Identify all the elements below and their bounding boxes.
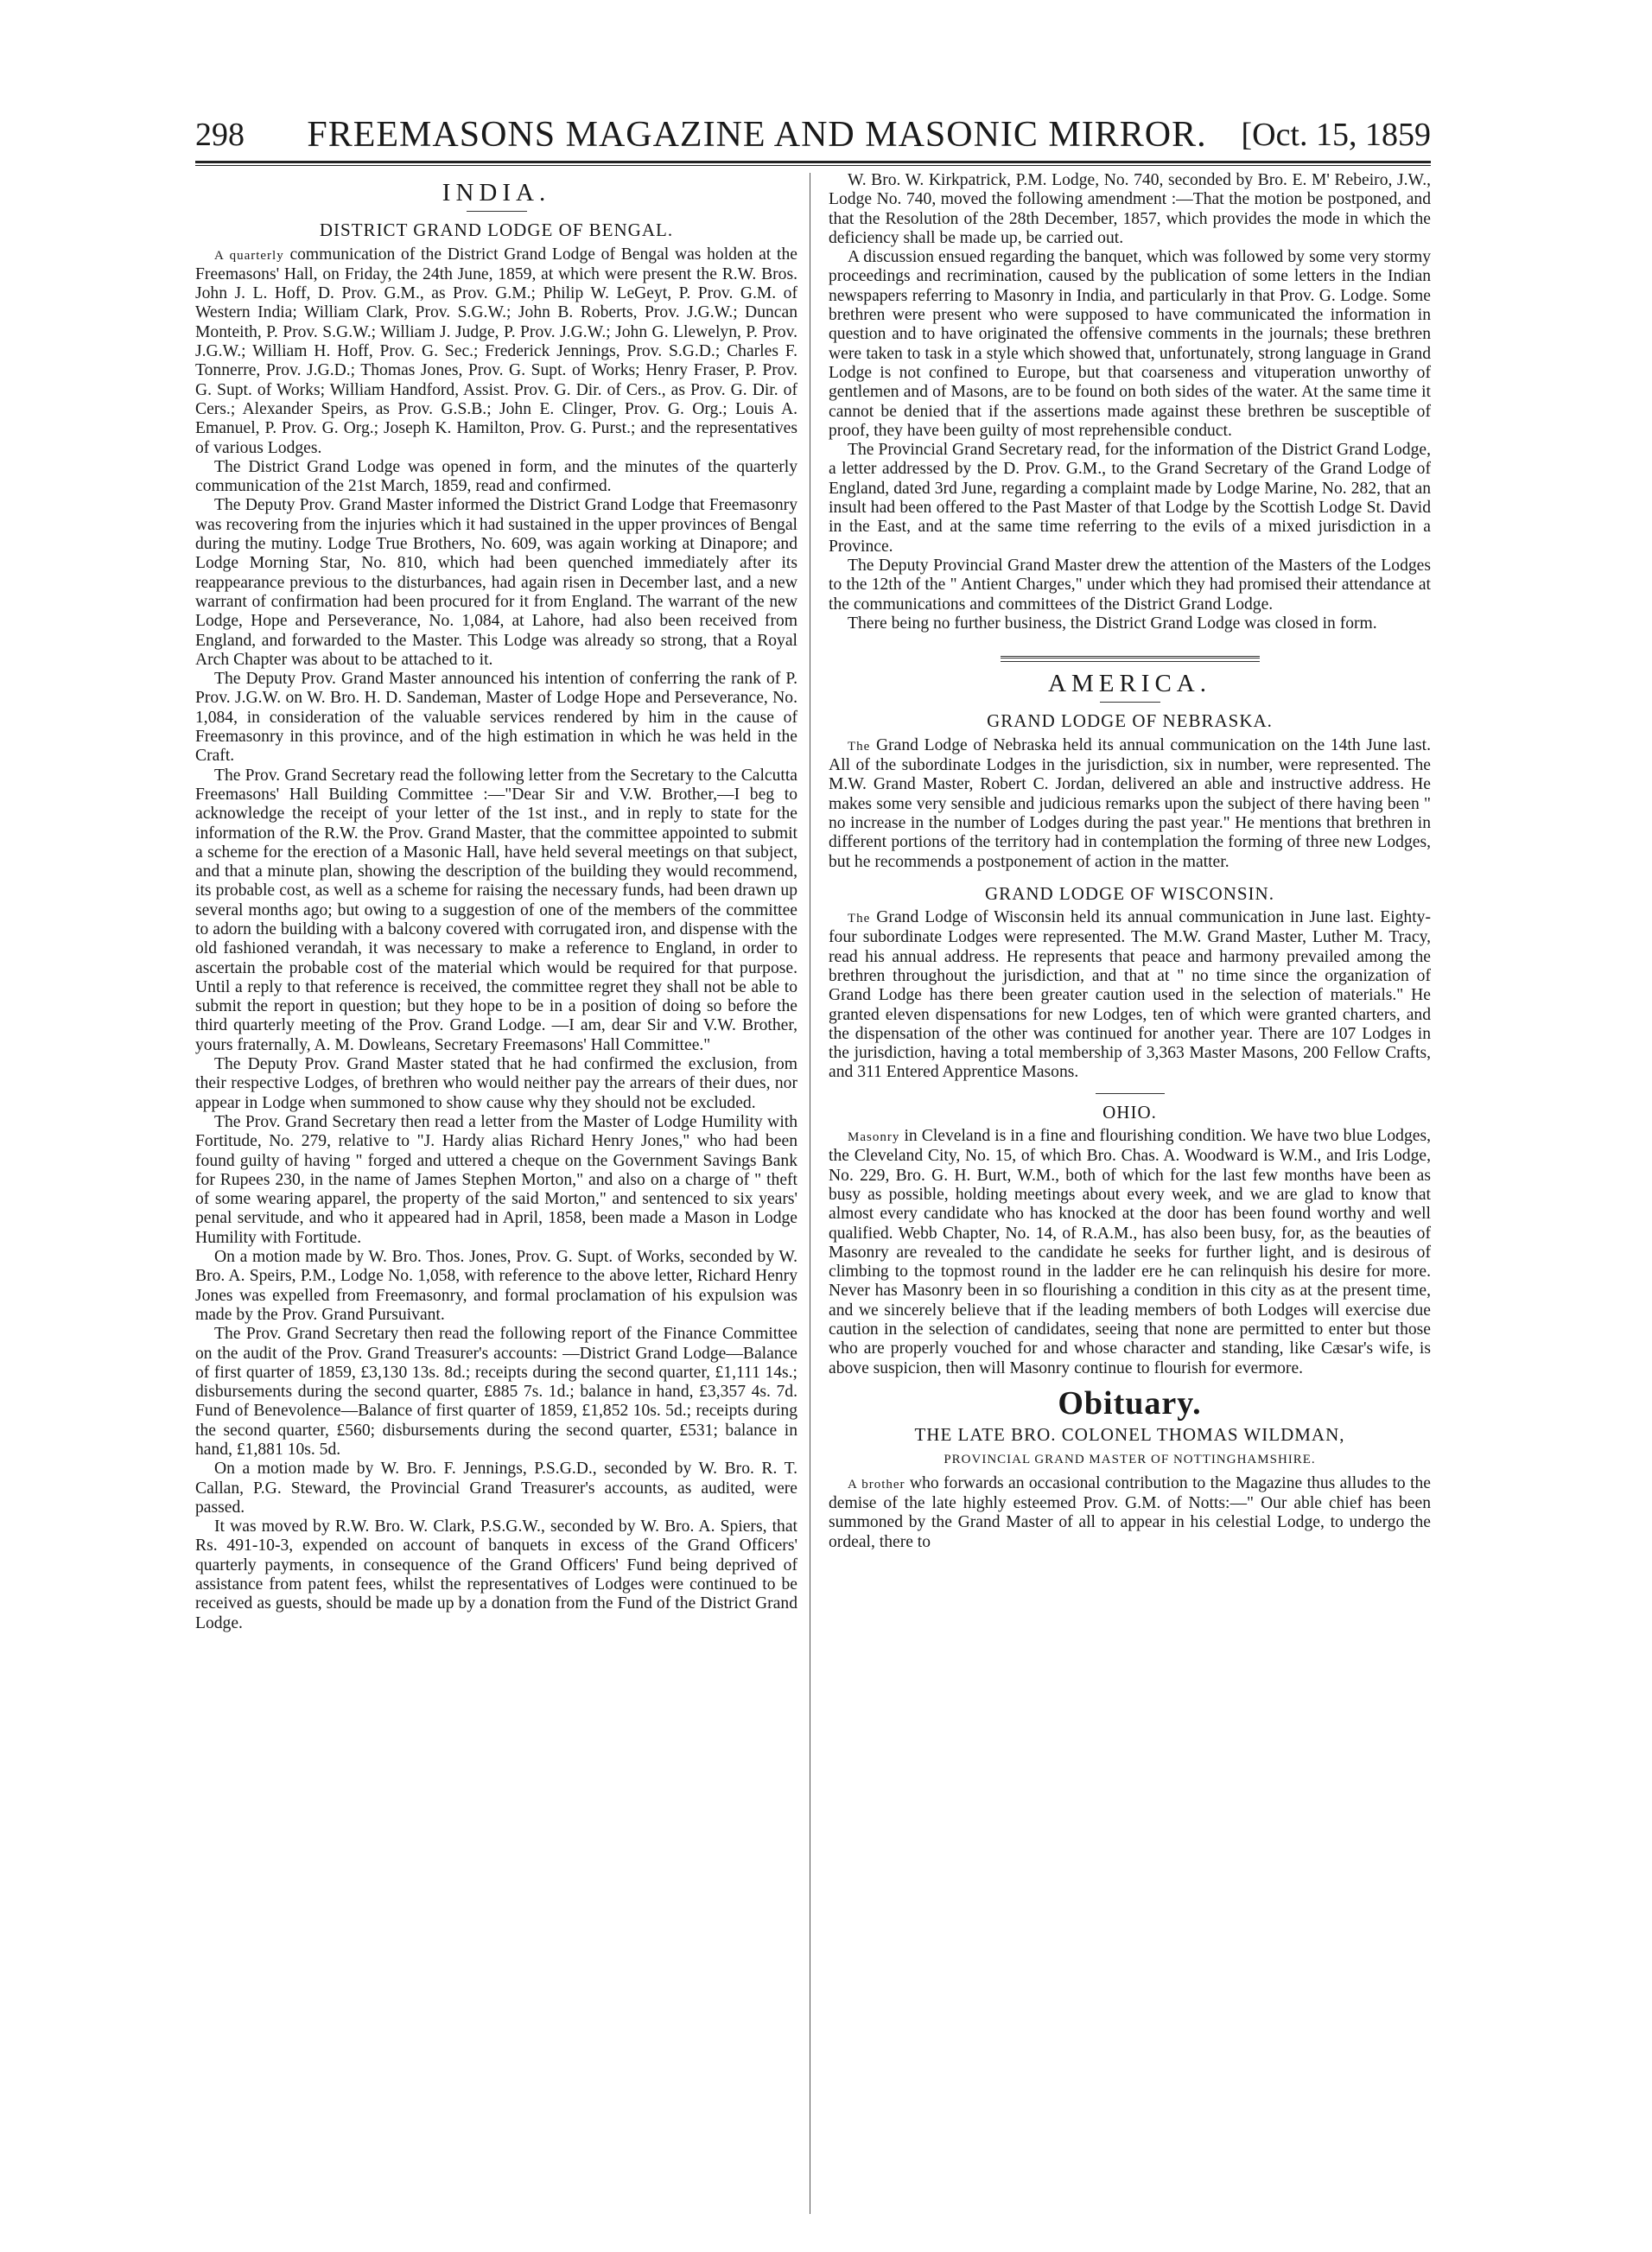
right-column (829, 171, 1431, 1552)
paragraph: The Prov. Grand Secretary then read a letter from the Master of Lodge Humility with Fortitude, No. 279, relative to "J. Hardy alias Richard Henry Jones," who had been found guilty of having " forged and uttered a cheque on the Government Savings Bank for Rupees 230, in the name of James Stephen Morton," and also on a charge of " theft of some wearing apparel, the property of the said Morton," and sentenced to six years' penal servitude, and who it appeared had in April, 1858, been made a Mason in Lodge Humility with Fortitude. (195, 1112, 797, 1247)
lead-word: The (848, 739, 871, 754)
paragraph: On a motion made by W. Bro. F. Jennings, P.S.G.D., seconded by W. Bro. R. T. Callan, P.G. Steward, the Provincial Grand Treasurer's accounts, as audited, were passed. (195, 1460, 797, 1517)
page-number: 298 (195, 117, 245, 153)
section-title-america: AMERICA. (1048, 670, 1211, 698)
paragraph-text: communication of the District Grand Lodge of Bengal was holden at the Freemasons' Hall, on Friday, the 24th June, 1859, at which were present the R.W. Bros. John J. L. Hoff, D. Prov. G.M., as Prov. G.M.; Philip W. LeGeyt, P. Prov. G.M. of Western India; William Clark, Prov. S.G.W.; John B. Roberts, Prov. J.G.W.; Duncan Monteith, P. Prov. S.G.W.; William J. Judge, P. Prov. J.G.W.; John G. Llewelyn, P. Prov. J.G.W.; William H. Hoff, Prov. G. Sec.; Frederick Jennings, Prov. S.G.D.; Charles F. Tonnerre, Prov. J.G.D.; Thomas Jones, Prov. G. Supt. of Works; Henry Fraser, P. Prov. G. Supt. of Works; William Handford, Assist. Prov. G. Dir. of Cers., as Prov. G. Dir. of Cers.; Alexander Speirs, as Prov. G.S.B.; John E. Clinger, Prov. G. Org.; Louis A. Emanuel, P. Prov. G. Org.; Joseph K. Hamilton, Prov. G. Purst.; and the representatives of various Lodges. (195, 245, 797, 457)
obituary-subtitle: THE LATE BRO. COLONEL THOMAS WILDMAN, (914, 1424, 1345, 1446)
paragraph-text: who forwards an occasional contribution to the Magazine thus alludes to the demise of the late highly esteemed Prov. G.M. of Notts:—" Our able chief has been summoned by the Grand Master of all to appear in his celestial Lodge, to undergo the ordeal, there to (829, 1473, 1432, 1551)
section-title-india: INDIA. (442, 179, 551, 207)
ornamental-rule (1001, 656, 1260, 662)
header-rule (195, 161, 1431, 163)
subtitle-nebraska: GRAND LODGE OF NEBRASKA. (987, 710, 1273, 732)
paragraph: The Deputy Provincial Grand Master drew the attention of the Masters of the Lodges to the 12th of the " Antient Charges," under which they had promised their attendance at the communications and committees of the District Grand Lodge. (829, 556, 1431, 614)
paragraph: The Deputy Prov. Grand Master announced his intention of conferring the rank of P. Prov. J.G.W. on W. Bro. H. D. Sandeman, Master of Lodge Hope and Perseverance, No. 1,084, in consideration of the valuable services rendered by him in the cause of Freemasonry in this province, and of the high estimation in which he was held in the Craft. (195, 670, 797, 766)
title-rule (1100, 702, 1160, 703)
paragraph: The Deputy Prov. Grand Master informed the District Grand Lodge that Freemasonry was recovering from the injuries which it had sustained in the upper provinces of Bengal during the mutiny. Lodge True Brothers, No. 609, was again working at Dinapore; and Lodge Morning Star, No. 810, which had been quenched immediately after its reappearance previous to the disturbances, had again risen in December last, and a new warrant of confirmation had been procured for it from England. The warrant of the new Lodge, Hope and Perseverance, No. 1,084, at Lahore, had also been received from England, and forwarded to the Master. This Lodge was already so strong, that a Royal Arch Chapter was about to be attached to it. (195, 496, 797, 669)
subtitle-wisconsin: GRAND LODGE OF WISCONSIN. (985, 882, 1274, 904)
magazine-title: FREEMASONS MAGAZINE AND MASONIC MIRROR. (307, 115, 1207, 155)
paragraph: It was moved by R.W. Bro. W. Clark, P.S.G.W., seconded by W. Bro. A. Spiers, that Rs. 491-10-3, expended on account of banquets in excess of the Grand Officers' quarterly payments, in consequence of the Grand Officers' Fund being deprived of assistance from patent fees, whilst the representatives of Lodges were continued to be received as guests, should be made up by a donation from the Fund of the District Grand Lodge. (195, 1517, 797, 1632)
header-rule-thin (195, 165, 1431, 166)
paragraph: There being no further business, the District Grand Lodge was closed in form. (848, 614, 1377, 633)
lead-word: Masonry (848, 1130, 900, 1145)
obituary-subtitle-2: PROVINCIAL GRAND MASTER OF NOTTINGHAMSHIRE. (944, 1452, 1316, 1466)
paragraph: The Prov. Grand Secretary then read the following report of the Finance Committee on the audit of the Prov. Grand Treasurer's accounts: —District Grand Lodge—Balance of first quarter of 1859, £3,130 13s. 8d.; receipts during the second quarter, £1,111 14s.; disbursements during the second quarter, £885 7s. 1d.; balance in hand, £3,357 4s. 7d. Fund of Benevolence—Balance of first quarter of 1859, £1,852 10s. 5d.; receipts during the second quarter, £560; disbursements during the second quarter, £531; balance in hand, £1,881 10s. 5d. (195, 1325, 797, 1459)
paragraph (829, 736, 1431, 872)
lead-word: A brother (848, 1477, 905, 1492)
subtitle-bengal: DISTRICT GRAND LODGE OF BENGAL. (319, 219, 674, 241)
obituary-title: Obituary. (1058, 1384, 1202, 1422)
paragraph: The District Grand Lodge was opened in form, and the minutes of the quarterly communication of the 21st March, 1859, read and confirmed. (195, 457, 797, 496)
paragraph (195, 245, 797, 458)
left-column (195, 171, 797, 1633)
paragraph (829, 1127, 1431, 1378)
paragraph (829, 1474, 1431, 1552)
paragraph: On a motion made by W. Bro. Thos. Jones, Prov. G. Supt. of Works, seconded by W. Bro. A. Speirs, P.M., Lodge No. 1,058, with reference to the above letter, Richard Henry Jones was expelled from Freemasonry, and formal proclamation of his expulsion was made by the Prov. Grand Pursuivant. (195, 1248, 797, 1324)
paragraph: The Deputy Prov. Grand Master stated that he had confirmed the exclusion, from their respective Lodges, of brethren who would neither pay the arrears of their dues, nor appear in Lodge when summoned to show cause why they should not be excluded. (195, 1055, 797, 1112)
paragraph (829, 908, 1431, 1083)
section-rule (1096, 1093, 1165, 1094)
issue-date: [Oct. 15, 1859 (1241, 117, 1431, 153)
title-rule (467, 211, 527, 212)
page-header (195, 112, 1431, 157)
paragraph-text: Grand Lodge of Nebraska held its annual communication on the 14th June last. All of the subordinate Lodges in the jurisdiction, six in number, were represented. The M.W. Grand Master, Robert C. Jordan, delivered an able and instructive address. He makes some very sensible and judicious remarks upon the subject of there having been " no increase in the number of Lodges during the past year." He mentions that brethren in different portions of the territory had in contemplation the forming of three new Lodges, but he recommends a postponement of action in the matter. (829, 735, 1432, 871)
paragraph-text: in Cleveland is in a fine and flourishing condition. We have two blue Lodges, the Cleveland City, No. 15, of which Bro. Chas. A. Woodward is W.M., and Iris Lodge, No. 229, Bro. G. H. Burt, W.M., both of which for the last few months have been as busy as possible, holding meetings about every week, and we are glad to know that almost every candidate who has knocked at the door has been found worthy and well qualified. Webb Chapter, No. 14, of R.A.M., has also been busy, for, as the beauties of Masonry are revealed to the candidate he seeks for further light, and is desirous of climbing to the topmost round in the ladder ere he can relinquish his desire for more. Never has Masonry been in so flourishing a condition in this city as at the present time, and we sincerely believe that if the leading members of both Lodges will exercise due caution in the selection of candidates, seeing that none are permitted to enter but those who are properly vouched for and whose character and standing, like Cæsar's wife, is above suspicion, then will Masonry continue to flourish for evermore. (829, 1127, 1431, 1377)
paragraph: W. Bro. W. Kirkpatrick, P.M. Lodge, No. 740, seconded by Bro. E. M' Rebeiro, J.W., Lodge No. 740, moved the following amendment :—That the motion be postponed, and that the Resolution of the 28th December, 1857, which provides the mode in which the deficiency shall be made up, be carried out. (829, 171, 1431, 247)
paragraph: A discussion ensued regarding the banquet, which was followed by some very stormy proceedings and recrimination, caused by the publication of some letters in the Indian newspapers referring to Masonry in India, and particularly in that Prov. G. Lodge. Some brethren were present who were supposed to have communicated the information in question and to have originated the offensive comments in the journals; these brethren were taken to task in a style which showed that, unfortunately, strong language in Grand Lodge is not confined to Europe, but that coarseness and vituperation unworthy of gentlemen and of Masons, are to be found on both sides of the water. At the same time it cannot be denied that if the assertions made against these brethren be susceptible of proof, they have been guilty of most reprehensible conduct. (829, 248, 1431, 440)
paragraph-text: Grand Lodge of Wisconsin held its annual communication in June last. Eighty-four subordinate Lodges were represented. The M.W. Grand Master, Luther M. Tracy, read his annual address. He represents that peace and harmony prevailed among the brethren throughout the jurisdiction, and that at " no time since the organization of Grand Lodge has there been greater caution used in the selection of materials." He granted eleven dispensations for new Lodges, ten of which were granted charters, and the dispensation of the other was continued for another year. There are 107 Lodges in the jurisdiction, having a total membership of 3,363 Master Masons, 200 Fellow Crafts, and 311 Entered Apprentice Masons. (829, 908, 1431, 1082)
lead-word: The (848, 912, 871, 926)
subtitle-ohio: OHIO. (1102, 1101, 1157, 1123)
lead-word: A quarterly (214, 248, 284, 263)
paragraph: The Provincial Grand Secretary read, for the information of the District Grand Lodge, a letter addressed by the D. Prov. G.M., to the Grand Secretary of the Grand Lodge of England, dated 3rd June, regarding a complaint made by Lodge Marine, No. 282, that an insult had been offered to the Past Master of that Lodge by the Scottish Lodge St. David in the East, and at the same time referring to the evils of a mixed jurisdiction in a Province. (829, 441, 1431, 556)
paragraph: The Prov. Grand Secretary read the following letter from the Secretary to the Calcutta Freemasons' Hall Building Committee :—"Dear Sir and V.W. Brother,—I beg to acknowledge the receipt of your letter of the 1st inst., and in reply to state for the information of the R.W. the Prov. Grand Master, that the committee appointed to submit a scheme for the erection of a Masonic Hall, have held several meetings on that subject, and that a minute plan, showing the description of the building they would recommend, its probable cost, as well as a scheme for raising the necessary funds, had been drawn up several months ago; but owing to a suggestion of one of the members of the committee to adorn the building with a balcony covered with corrugated iron, and dispense with the old fashioned verandah, it was necessary to make a reference to England, in order to ascertain the probable cost of the material which would be required for that purpose. Until a reply to that reference is received, the committee regret they shall not be able to submit the report in question; but they hope to be in a position of doing so before the third quarterly meeting of the Prov. Grand Lodge. —I am, dear Sir and V.W. Brother, yours fraternally, A. M. Dowleans, Secretary Freemasons' Hall Committee." (195, 766, 797, 1054)
